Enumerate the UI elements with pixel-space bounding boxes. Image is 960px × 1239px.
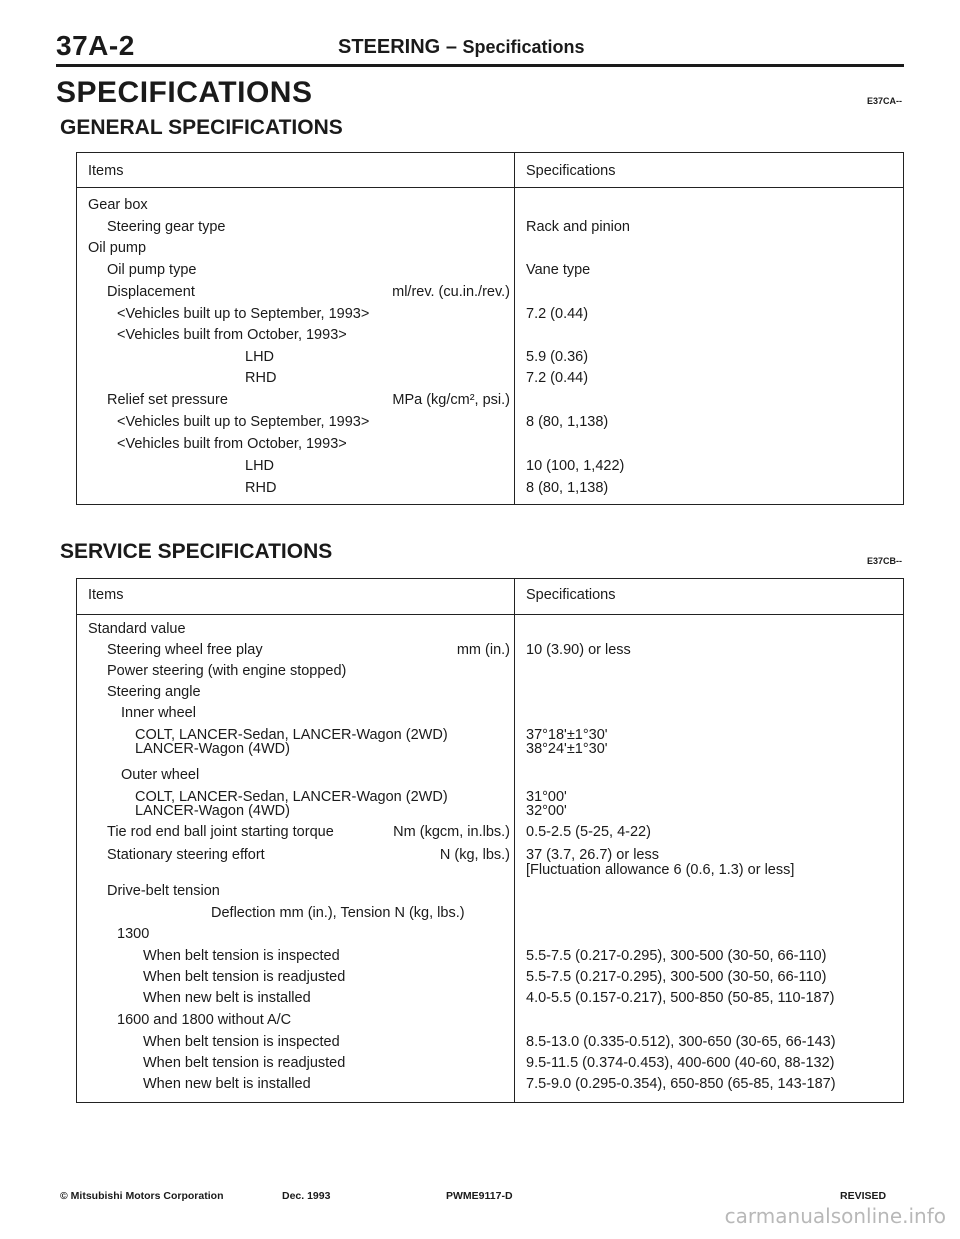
service-item-label: When belt tension is inspected <box>143 948 340 964</box>
specifications-heading: SPECIFICATIONS <box>56 76 313 109</box>
general-item-label: Oil pump type <box>107 262 197 278</box>
service-item-spec: 0.5-2.5 (5-25, 4-22) <box>526 824 651 840</box>
general-item-label: Displacement <box>107 284 195 300</box>
section-title <box>338 36 585 59</box>
service-item-label: When new belt is installed <box>143 1076 311 1092</box>
general-item-label: <Vehicles built up to September, 1993> <box>117 414 370 430</box>
service-item-label: Drive-belt tension <box>107 883 220 899</box>
general-item-spec: 10 (100, 1,422) <box>526 458 625 474</box>
general-item-unit: ml/rev. (cu.in./rev.) <box>392 284 510 300</box>
title-dash: – <box>445 36 463 58</box>
service-item-spec: 37°18'±1°30' <box>526 727 608 743</box>
general-item-label: Gear box <box>88 197 148 213</box>
service-item-label: Tie rod end ball joint starting torque <box>107 824 334 840</box>
general-item-label: <Vehicles built from October, 1993> <box>117 327 347 343</box>
general-item-label: <Vehicles built up to September, 1993> <box>117 306 370 322</box>
header-divider <box>77 187 903 188</box>
general-item-label: Oil pump <box>88 240 147 256</box>
service-item-spec: 4.0-5.5 (0.157-0.217), 500-850 (50-85, 110-187) <box>526 990 835 1006</box>
general-item-spec: 7.2 (0.44) <box>526 370 589 386</box>
service-item-label: When belt tension is inspected <box>143 1034 340 1050</box>
general-item-spec: 5.9 (0.36) <box>526 349 589 365</box>
header-divider <box>77 614 903 615</box>
service-item-spec: 10 (3.90) or less <box>526 642 631 658</box>
service-item-label: Standard value <box>88 621 186 637</box>
service-item-label: Inner wheel <box>121 705 196 721</box>
service-item-label: When belt tension is readjusted <box>143 969 346 985</box>
general-item-label: Relief set pressure <box>107 392 228 408</box>
service-item-label: When belt tension is readjusted <box>143 1055 346 1071</box>
general-item-unit: MPa (kg/cm², psi.) <box>392 392 510 408</box>
service-item-unit: Nm (kgcm, in.lbs.) <box>393 824 510 840</box>
service-item-label: 1300 <box>117 926 150 942</box>
general-item-spec: 7.2 (0.44) <box>526 306 589 322</box>
section-title-sub: Specifications <box>462 37 585 57</box>
service-item-label: Outer wheel <box>121 767 200 783</box>
header-rule <box>56 64 904 67</box>
general-item-label: <Vehicles built from October, 1993> <box>117 436 347 452</box>
service-item-label: Stationary steering effort <box>107 847 265 863</box>
general-item-spec: 8 (80, 1,138) <box>526 414 609 430</box>
service-col-specs: Specifications <box>526 587 616 603</box>
service-item-spec-note: [Fluctuation allowance 6 (0.6, 1.3) or less] <box>526 862 795 878</box>
column-divider <box>514 579 515 1102</box>
service-item-label: Steering angle <box>107 684 201 700</box>
service-col-items: Items <box>88 587 124 603</box>
service-item-spec: 5.5-7.5 (0.217-0.295), 300-500 (30-50, 66-110) <box>526 969 827 985</box>
footer-doc-id: PWME9117-D <box>446 1190 513 1202</box>
general-item-label: Steering gear type <box>107 219 226 235</box>
general-col-items: Items <box>88 163 124 179</box>
service-section-code: E37CB-- <box>867 556 903 566</box>
service-item-spec: 32°00' <box>526 803 567 819</box>
general-item-label: RHD <box>245 480 277 496</box>
general-specs-heading: GENERAL SPECIFICATIONS <box>60 116 343 139</box>
service-item-unit: mm (in.) <box>456 642 510 658</box>
service-item-spec: 38°24'±1°30' <box>526 741 608 757</box>
service-item-spec: 5.5-7.5 (0.217-0.295), 300-500 (30-50, 66-110) <box>526 948 827 964</box>
general-col-specs: Specifications <box>526 163 616 179</box>
service-item-unit: N (kg, lbs.) <box>439 847 510 863</box>
service-item-label: COLT, LANCER-Sedan, LANCER-Wagon (2WD) <box>135 789 448 805</box>
service-item-label: Deflection mm (in.), Tension N (kg, lbs.) <box>211 905 465 921</box>
general-item-spec: Rack and pinion <box>526 219 630 235</box>
service-item-label: Power steering (with engine stopped) <box>107 663 347 679</box>
service-item-spec: 31°00' <box>526 789 567 805</box>
general-item-spec: Vane type <box>526 262 591 278</box>
general-item-label: LHD <box>245 458 275 474</box>
service-item-label: LANCER-Wagon (4WD) <box>135 803 290 819</box>
general-item-spec: 8 (80, 1,138) <box>526 480 609 496</box>
service-item-label: When new belt is installed <box>143 990 311 1006</box>
footer-copyright: © Mitsubishi Motors Corporation <box>60 1190 224 1202</box>
service-item-spec: 37 (3.7, 26.7) or less <box>526 847 659 863</box>
general-item-label: RHD <box>245 370 277 386</box>
column-divider <box>514 153 515 504</box>
general-section-code: E37CA-- <box>867 96 903 106</box>
service-item-spec: 8.5-13.0 (0.335-0.512), 300-650 (30-65, 66-143) <box>526 1034 836 1050</box>
page-code: 37A-2 <box>56 30 135 61</box>
watermark: carmanualsonline.info <box>724 1204 946 1228</box>
service-item-label: COLT, LANCER-Sedan, LANCER-Wagon (2WD) <box>135 727 448 743</box>
footer-status: REVISED <box>840 1190 887 1202</box>
service-item-label: Steering wheel free play <box>107 642 263 658</box>
service-item-spec: 9.5-11.5 (0.374-0.453), 400-600 (40-60, 88-132) <box>526 1055 835 1071</box>
service-specs-heading: SERVICE SPECIFICATIONS <box>60 540 333 563</box>
service-item-label: LANCER-Wagon (4WD) <box>135 741 290 757</box>
service-item-label: 1600 and 1800 without A/C <box>117 1012 292 1028</box>
section-title-main: STEERING <box>338 36 441 58</box>
footer-date: Dec. 1993 <box>282 1190 331 1202</box>
service-item-spec: 7.5-9.0 (0.295-0.354), 650-850 (65-85, 143-187) <box>526 1076 836 1092</box>
general-item-label: LHD <box>245 349 275 365</box>
